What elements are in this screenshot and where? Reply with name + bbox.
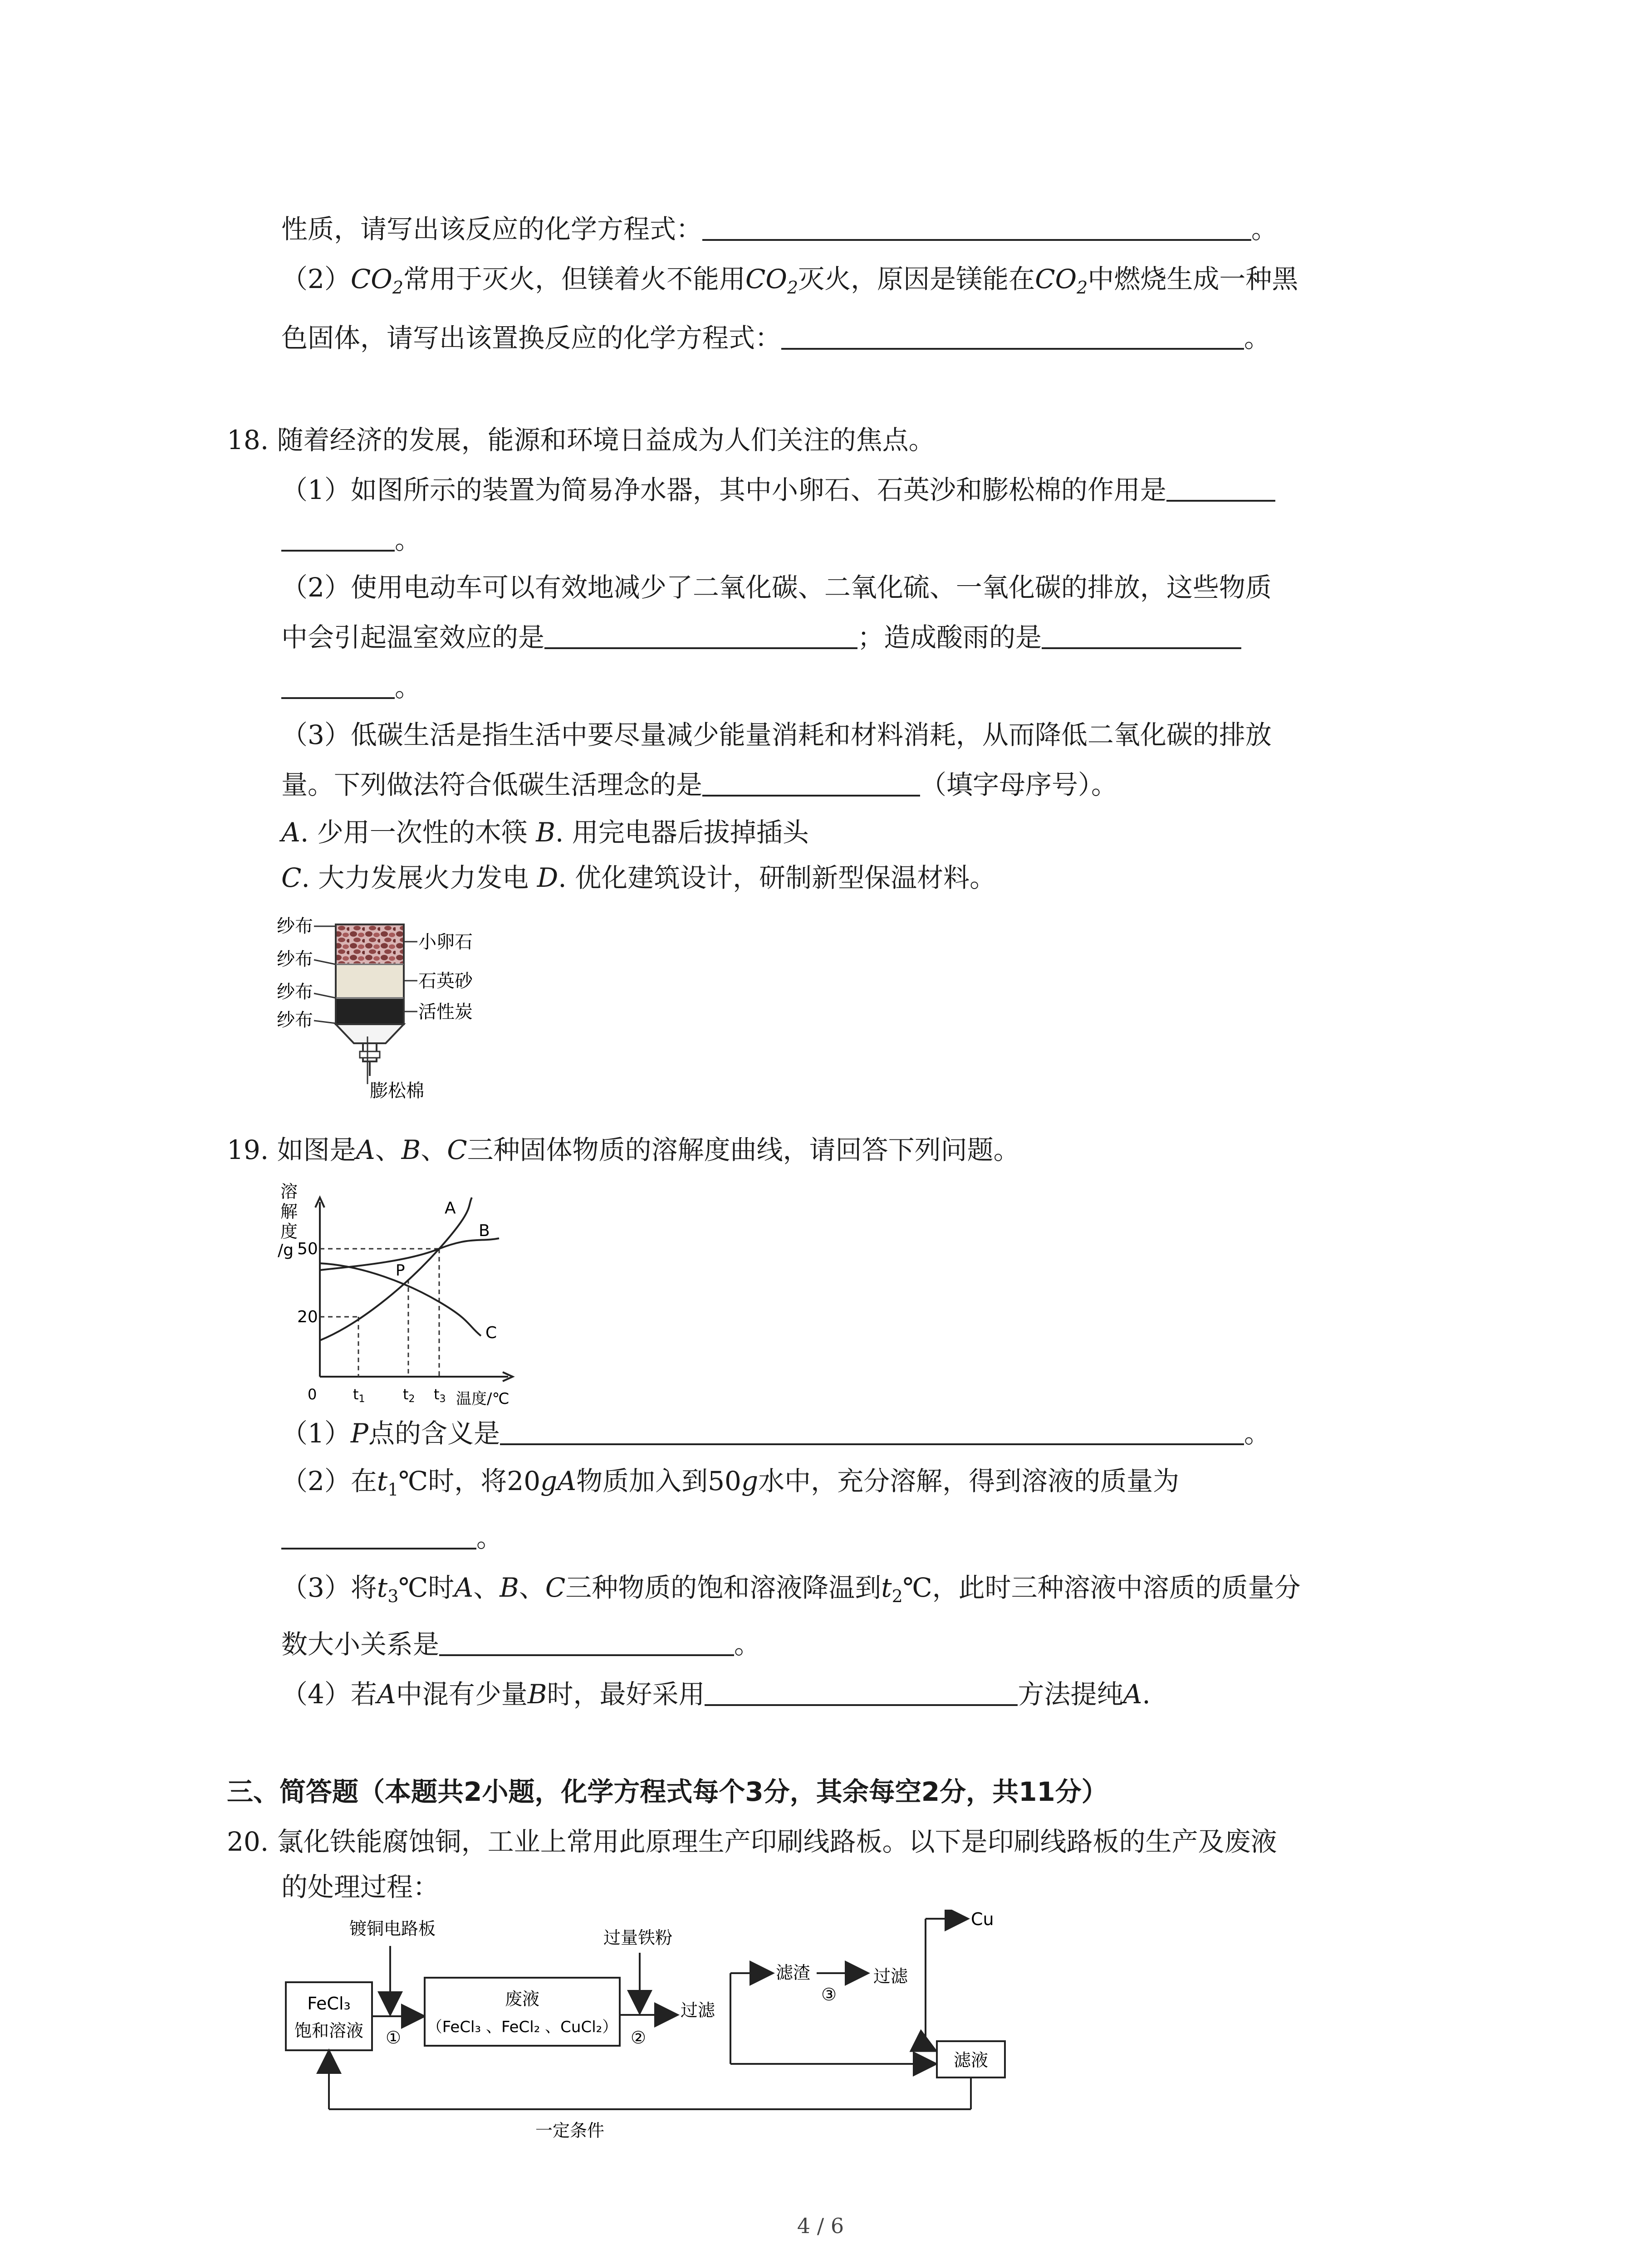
- q20-stem-line2: 的处理过程：: [281, 1872, 440, 1902]
- svg-text:饱和溶液: 饱和溶液: [294, 2021, 364, 2041]
- section-heading: 三、简答题（本题共2小题，化学方程式每个3分，其余每空2分，共11分）: [227, 1776, 1108, 1807]
- answer-blank[interactable]: [281, 672, 395, 699]
- answer-blank[interactable]: [1166, 474, 1275, 502]
- q19-p2: （2）在$t_1℃$时，将20gA物质加入到50g水中，充分溶解，得到溶液的质量为: [281, 1466, 1180, 1500]
- condition-label: 一定条件: [535, 2121, 605, 2141]
- answer-blank[interactable]: [781, 323, 1244, 350]
- answer-blank[interactable]: [281, 524, 395, 552]
- gauze-label: 纱布: [277, 916, 313, 937]
- svg-text:滤液: 滤液: [953, 2050, 989, 2070]
- step-2-label: ②: [631, 2028, 647, 2048]
- answer-blank[interactable]: [702, 214, 1251, 241]
- pebble-layer: [337, 925, 403, 963]
- q18-p1-end: 。: [281, 524, 421, 556]
- fluffy-cotton-layer: [336, 1024, 404, 1043]
- q18-p3b: 量。下列做法符合低碳生活理念的是 （填字母序号）。: [281, 769, 1118, 800]
- intersection-p-label: P: [396, 1261, 405, 1280]
- svg-text:（FeCl₃ 、FeCl₂ 、CuCl₂）: （FeCl₃ 、FeCl₂ 、CuCl₂）: [426, 2018, 618, 2036]
- q18-p2a: （2）使用电动车可以有效地减少了二氧化碳、二氧化硫、一氧化碳的排放，这些物质: [281, 572, 1272, 603]
- copper-board-label: 镀铜电路板: [349, 1919, 436, 1939]
- gauze-label: 纱布: [277, 949, 313, 970]
- activated-carbon-label: 活性炭: [418, 1002, 473, 1022]
- residue-label: 滤渣: [776, 1963, 811, 1983]
- y-axis-label-char: 解: [280, 1202, 298, 1222]
- y-axis-label-char: 度: [280, 1222, 298, 1242]
- co2-formula: $CO_2$: [1035, 264, 1088, 298]
- answer-blank[interactable]: [500, 1418, 1244, 1445]
- svg-text:FeCl₃: FeCl₃: [307, 1994, 351, 2014]
- excess-iron-label: 过量铁粉: [603, 1928, 673, 1948]
- q19-stem: 19. 如图是A、B、C三种固体物质的溶解度曲线，请回答下列问题。: [227, 1134, 1020, 1165]
- answer-blank[interactable]: [439, 1629, 734, 1656]
- q18-p3a: （3）低碳生活是指生活中要尽量减少能量消耗和材料消耗，从而降低二氧化碳的排放: [281, 719, 1272, 750]
- q19-p3: （3）将$t_3℃$时A、B、C三种物质的饱和溶液降温到$t_2℃$，此时三种溶液中溶质的质量分: [281, 1572, 1301, 1606]
- co2-formula: $CO_2$: [350, 264, 404, 298]
- activated-carbon-layer: [337, 999, 403, 1023]
- answer-blank[interactable]: [544, 622, 857, 649]
- water-purifier-figure: [272, 907, 526, 1102]
- q17-line3: 色固体，请写出该置换反应的化学方程式： 。: [281, 323, 1271, 353]
- quartz-sand-label: 石英砂: [418, 971, 473, 992]
- process-flow-diagram: [281, 1910, 1053, 2150]
- gauze-label: 纱布: [277, 1010, 313, 1031]
- q17-line2: $(2)CO_2$常用于灭火，但镁着火不能用$CO_2$灭火，原因是镁能在$CO_2$中燃烧生成一种黑: [281, 264, 1298, 298]
- q17-line1: 性质，请写出该反应的化学方程式： 。: [281, 214, 1278, 244]
- x-tick-t3: t3: [434, 1386, 446, 1405]
- svg-text:废液: 废液: [505, 1989, 540, 2009]
- q18-p2-end: 。: [281, 671, 421, 703]
- curve-label-c: C: [485, 1324, 497, 1342]
- copper-product-label: Cu: [971, 1910, 994, 1929]
- answer-blank[interactable]: [281, 1522, 476, 1549]
- answer-blank[interactable]: [1042, 622, 1241, 649]
- step-3-label: ③: [821, 1984, 837, 2004]
- q18-options-ab: A. 少用一次性的木筷 B. 用完电器后拔掉插头: [281, 817, 809, 848]
- fluffy-cotton-label: 膨松棉: [370, 1080, 424, 1101]
- step-1-label: ①: [386, 2028, 402, 2048]
- quartz-sand-layer: [337, 965, 403, 997]
- filter-1-label: 过滤: [681, 2000, 715, 2020]
- curve-b: [320, 1238, 499, 1270]
- origin-label: 0: [308, 1386, 317, 1403]
- x-tick-t2: t2: [403, 1386, 415, 1405]
- q19-p3-end: 数大小关系是 。: [281, 1629, 761, 1660]
- y-axis-label-char: /g: [278, 1241, 294, 1260]
- pebble-label: 小卵石: [418, 932, 473, 953]
- page-number: 4 / 6: [797, 2214, 844, 2238]
- q19-p1: （1）P点的含义是 。: [281, 1418, 1270, 1449]
- x-axis-label: 温度/℃: [456, 1390, 509, 1406]
- y-tick-50: 50: [297, 1240, 318, 1258]
- curve-label-a: A: [445, 1199, 456, 1217]
- q18-options-cd: C. 大力发展火力发电 D. 优化建筑设计，研制新型保温材料。: [281, 862, 996, 893]
- co2-formula: $CO_2$: [745, 264, 798, 298]
- solubility-chart: [272, 1179, 554, 1406]
- q18-stem: 18. 随着经济的发展，能源和环境日益成为人们关注的焦点。: [227, 425, 935, 455]
- answer-blank[interactable]: [702, 769, 920, 797]
- q18-p1: （1）如图所示的装置为简易净水器，其中小卵石、石英沙和膨松棉的作用是: [281, 474, 1275, 506]
- filter-2-label: 过滤: [873, 1966, 908, 1986]
- y-axis-label-char: 溶: [280, 1182, 298, 1202]
- q18-p2b: 中会引起温室效应的是 ；造成酸雨的是: [281, 621, 1241, 653]
- q19-p4: （4）若A中混有少量B时，最好采用 方法提纯A.: [281, 1679, 1151, 1710]
- x-tick-t1: t1: [353, 1386, 365, 1405]
- y-tick-20: 20: [297, 1308, 318, 1326]
- q20-stem-line1: 20. 氯化铁能腐蚀铜，工业上常用此原理生产印刷线路板。以下是印刷线路板的生产及废液: [227, 1826, 1277, 1857]
- answer-blank[interactable]: [705, 1679, 1018, 1706]
- curve-label-b: B: [479, 1222, 490, 1240]
- gauze-label: 纱布: [277, 982, 313, 1002]
- q19-p2-end: 。: [281, 1522, 503, 1554]
